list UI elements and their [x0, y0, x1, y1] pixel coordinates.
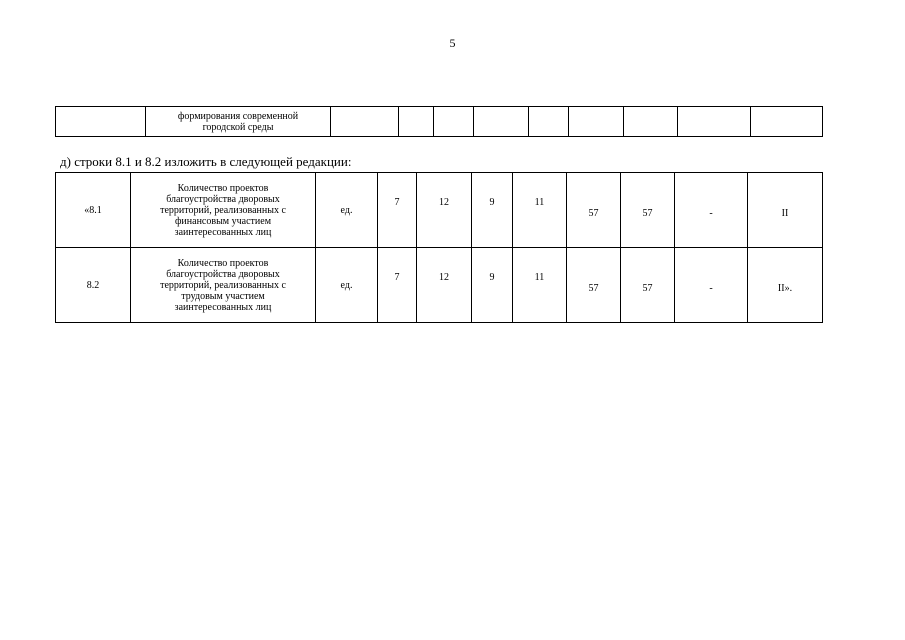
row-value: 57 — [567, 173, 621, 248]
description-line: городской среды — [202, 121, 274, 133]
description-line: формирования современной — [177, 110, 299, 122]
row-value: 9 — [472, 248, 513, 323]
row-value: 12 — [417, 248, 472, 323]
table-row — [56, 107, 823, 137]
table-cell — [474, 107, 529, 137]
table-cell — [399, 107, 434, 137]
row-value: - — [675, 248, 748, 323]
row-value: 11 — [513, 248, 567, 323]
row-value: 7 — [378, 248, 417, 323]
table-row — [56, 173, 823, 248]
row-value: 57 — [621, 173, 675, 248]
indicators-table — [55, 172, 823, 323]
table-cell — [569, 107, 624, 137]
row-value: 57 — [567, 248, 621, 323]
row-unit: ед. — [316, 173, 378, 248]
description-line: заинтересованных лиц — [174, 226, 272, 238]
table-cell-description — [146, 107, 331, 137]
table-cell — [678, 107, 751, 137]
description-line: территорий, реализованных с — [160, 204, 286, 216]
row-description — [131, 173, 316, 248]
description-line: финансовым участием — [174, 215, 272, 227]
row-value: 57 — [621, 248, 675, 323]
description-line: благоустройства дворовых — [166, 268, 280, 280]
row-value: - — [675, 173, 748, 248]
table-row — [56, 248, 823, 323]
continued-table — [55, 106, 823, 137]
description-line: Количество проектов — [177, 182, 269, 194]
table-cell — [751, 107, 823, 137]
row-number: 8.2 — [56, 248, 131, 323]
row-value: 9 — [472, 173, 513, 248]
row-value: II». — [748, 248, 823, 323]
table-cell-num — [56, 107, 146, 137]
table-cell — [434, 107, 474, 137]
row-value: II — [748, 173, 823, 248]
description-line: территорий, реализованных с — [160, 279, 286, 291]
row-number: «8.1 — [56, 173, 131, 248]
row-value: 12 — [417, 173, 472, 248]
page-number: 5 — [449, 36, 456, 50]
row-description — [131, 248, 316, 323]
description-line: трудовым участием — [181, 290, 265, 302]
description-line: заинтересованных лиц — [174, 301, 272, 313]
row-unit: ед. — [316, 248, 378, 323]
row-value: 11 — [513, 173, 567, 248]
table-cell — [529, 107, 569, 137]
description-line: благоустройства дворовых — [166, 193, 280, 205]
description-line: Количество проектов — [177, 257, 269, 269]
row-value: 7 — [378, 173, 417, 248]
amendment-intro-text: д) строки 8.1 и 8.2 изложить в следующей редакции: — [60, 154, 352, 169]
table-cell — [331, 107, 399, 137]
table-cell — [624, 107, 678, 137]
